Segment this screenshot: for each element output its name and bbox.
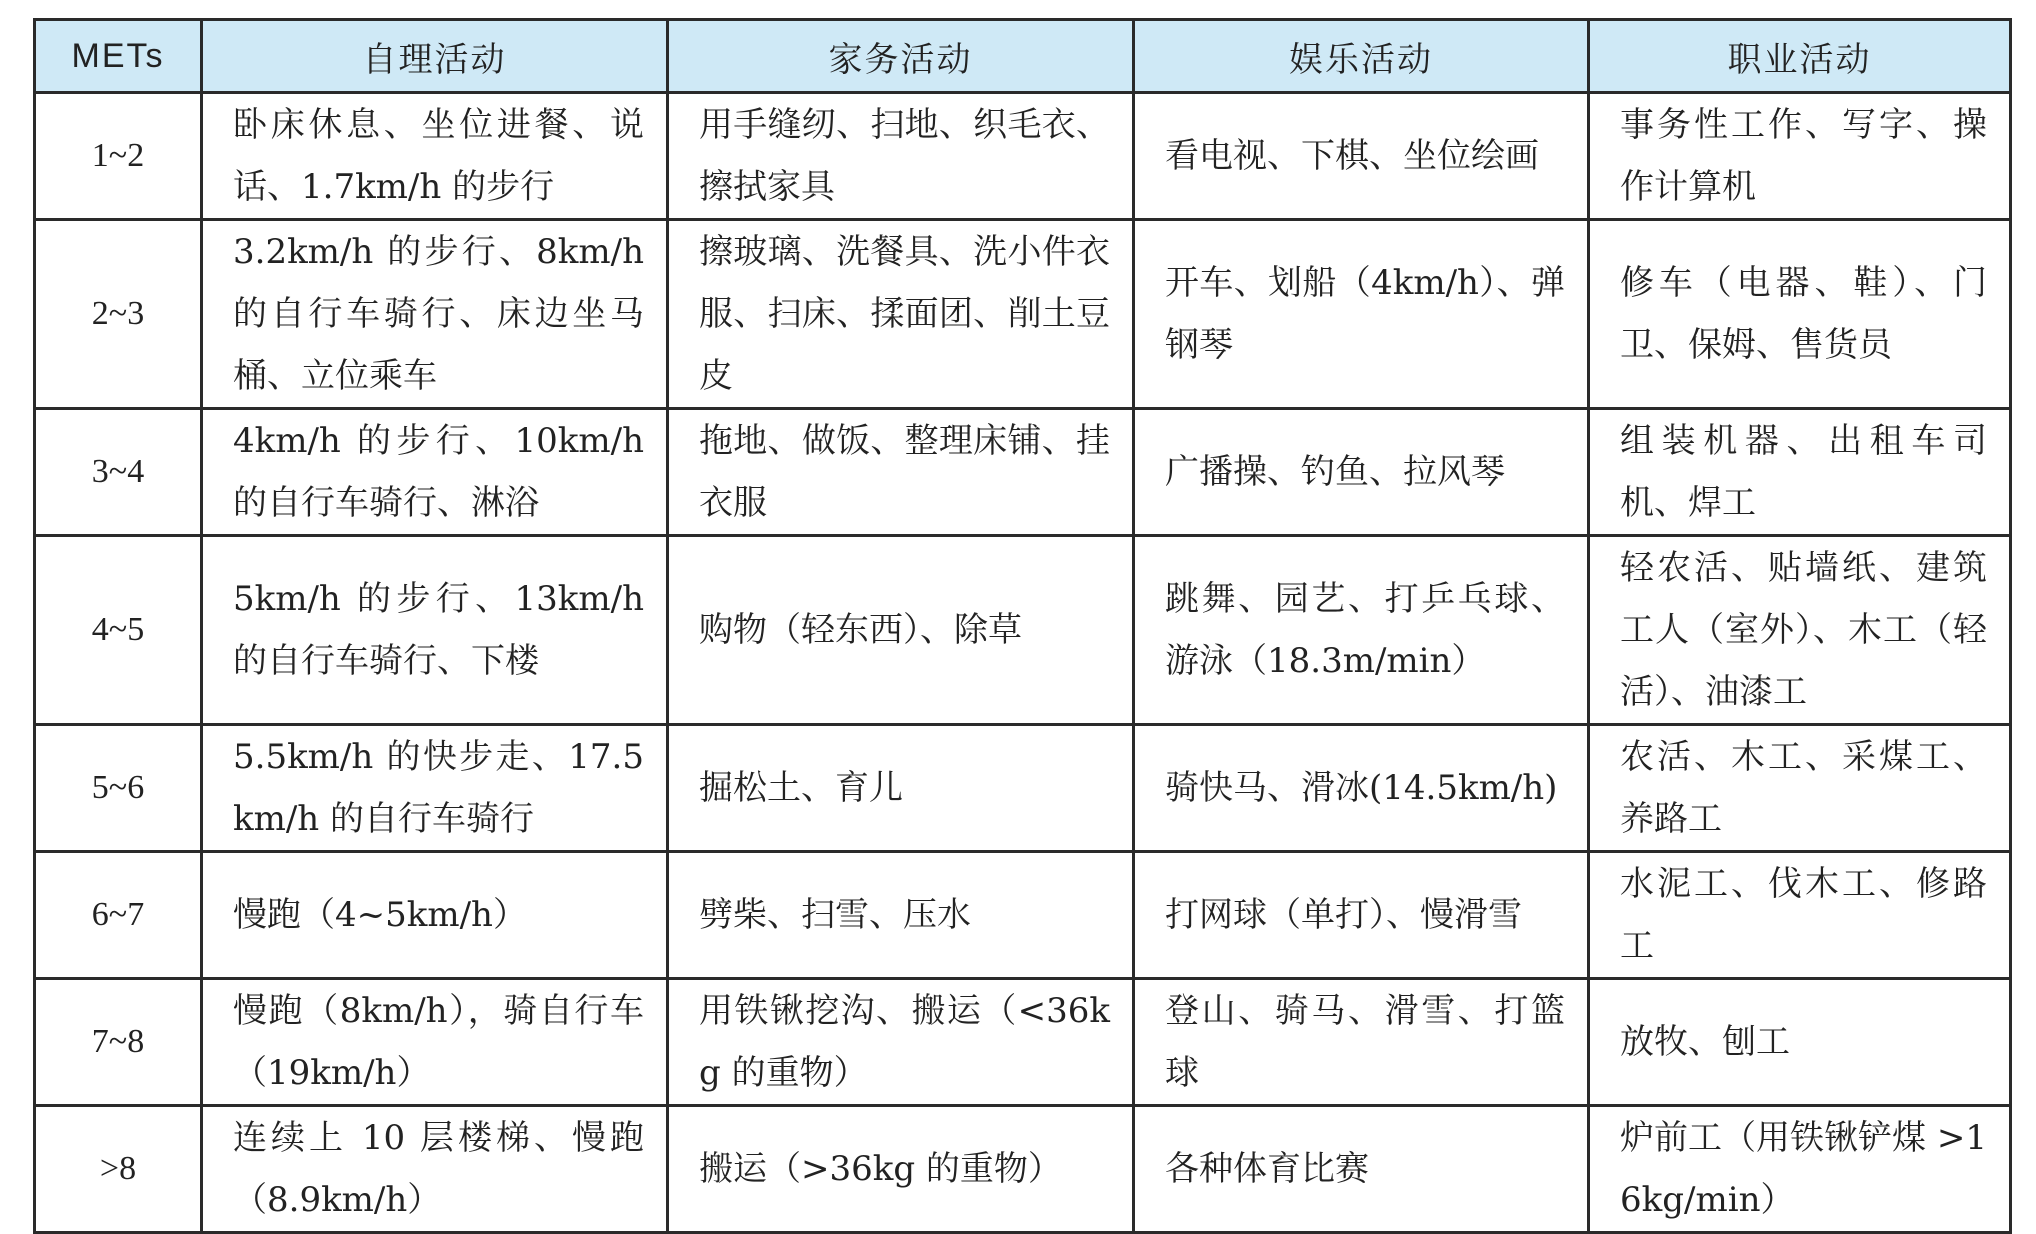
- occupational-cell: 水泥工、伐木工、修路工: [1589, 852, 2011, 979]
- housework-cell: 擦玻璃、洗餐具、洗小件衣服、扫床、揉面团、削土豆皮: [668, 220, 1134, 409]
- header-self-care: 自理活动: [202, 20, 668, 93]
- housework-cell: 用手缝纫、扫地、织毛衣、擦拭家具: [668, 93, 1134, 220]
- housework-cell: 拖地、做饭、整理床铺、挂衣服: [668, 409, 1134, 536]
- mets-activity-table: [33, 18, 2012, 1234]
- table-row: [35, 725, 2011, 852]
- self-care-cell: 慢跑（8km/h），骑自行车（19km/h）: [202, 979, 668, 1106]
- table-row: [35, 852, 2011, 979]
- mets-value: 1~2: [35, 93, 202, 220]
- housework-cell: 搬运（>36kg 的重物）: [668, 1106, 1134, 1233]
- self-care-cell: 4km/h 的步行、10km/h 的自行车骑行、淋浴: [202, 409, 668, 536]
- table-row: [35, 220, 2011, 409]
- leisure-cell: 跳舞、园艺、打乒乓球、游泳（18.3m/min）: [1134, 536, 1589, 725]
- self-care-cell: 5km/h 的步行、13km/h 的自行车骑行、下楼: [202, 536, 668, 725]
- mets-value: 3~4: [35, 409, 202, 536]
- housework-cell: 用铁锹挖沟、搬运（<36kg 的重物）: [668, 979, 1134, 1106]
- occupational-cell: 组装机器、出租车司机、焊工: [1589, 409, 2011, 536]
- housework-cell: 劈柴、扫雪、压水: [668, 852, 1134, 979]
- table-row: [35, 536, 2011, 725]
- occupational-cell: 农活、木工、采煤工、养路工: [1589, 725, 2011, 852]
- occupational-cell: 轻农活、贴墙纸、建筑工人（室外）、木工（轻活）、油漆工: [1589, 536, 2011, 725]
- mets-value: 7~8: [35, 979, 202, 1106]
- leisure-cell: 骑快马、滑冰(14.5km/h): [1134, 725, 1589, 852]
- occupational-cell: 修车（电器、鞋）、门卫、保姆、售货员: [1589, 220, 2011, 409]
- table-row: [35, 409, 2011, 536]
- self-care-cell: 3.2km/h 的步行、8km/h 的自行车骑行、床边坐马桶、立位乘车: [202, 220, 668, 409]
- housework-cell: 购物（轻东西）、除草: [668, 536, 1134, 725]
- header-mets: METs: [35, 20, 202, 93]
- table-row: [35, 1106, 2011, 1233]
- header-row: [35, 20, 2011, 93]
- table-body: [35, 93, 2011, 1233]
- self-care-cell: 卧床休息、坐位进餐、说话、1.7km/h 的步行: [202, 93, 668, 220]
- self-care-cell: 慢跑（4~5km/h）: [202, 852, 668, 979]
- self-care-cell: 连续上 10 层楼梯、慢跑（8.9km/h）: [202, 1106, 668, 1233]
- mets-value: 6~7: [35, 852, 202, 979]
- leisure-cell: 打网球（单打）、慢滑雪: [1134, 852, 1589, 979]
- leisure-cell: 看电视、下棋、坐位绘画: [1134, 93, 1589, 220]
- occupational-cell: 放牧、刨工: [1589, 979, 2011, 1106]
- occupational-cell: 事务性工作、写字、操作计算机: [1589, 93, 2011, 220]
- mets-value: >8: [35, 1106, 202, 1233]
- header-leisure: 娱乐活动: [1134, 20, 1589, 93]
- occupational-cell: 炉前工（用铁锹铲煤 >16kg/min）: [1589, 1106, 2011, 1233]
- leisure-cell: 广播操、钓鱼、拉风琴: [1134, 409, 1589, 536]
- housework-cell: 掘松土、育儿: [668, 725, 1134, 852]
- table-header: [35, 20, 2011, 93]
- leisure-cell: 登山、骑马、滑雪、打篮球: [1134, 979, 1589, 1106]
- header-housework: 家务活动: [668, 20, 1134, 93]
- mets-value: 2~3: [35, 220, 202, 409]
- table-row: [35, 979, 2011, 1106]
- mets-value: 5~6: [35, 725, 202, 852]
- table-row: [35, 93, 2011, 220]
- leisure-cell: 开车、划船（4km/h）、弹钢琴: [1134, 220, 1589, 409]
- mets-value: 4~5: [35, 536, 202, 725]
- leisure-cell: 各种体育比赛: [1134, 1106, 1589, 1233]
- header-occupational: 职业活动: [1589, 20, 2011, 93]
- self-care-cell: 5.5km/h 的快步走、17.5km/h 的自行车骑行: [202, 725, 668, 852]
